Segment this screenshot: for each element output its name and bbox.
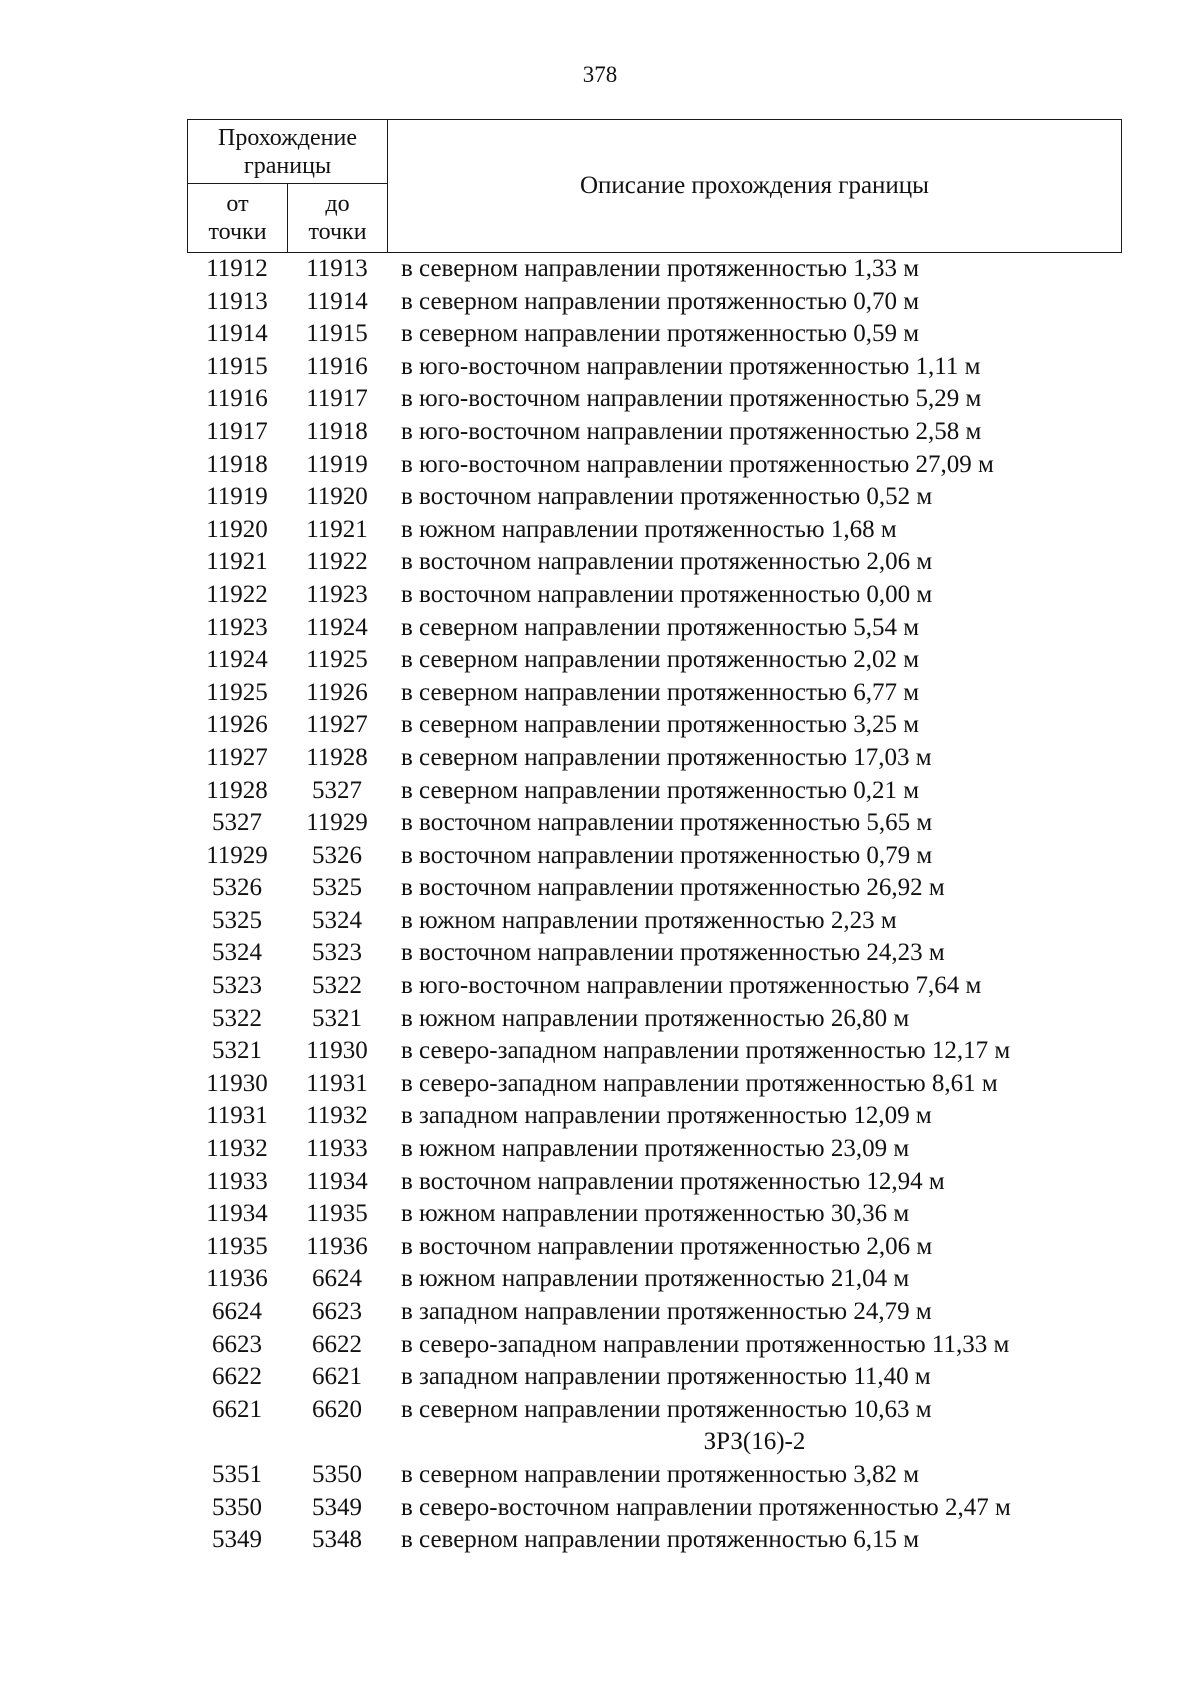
description-cell: в северном направлении протяженностью 0,59 м xyxy=(401,320,920,348)
table-row xyxy=(187,1394,1122,1427)
to-point-cell: 6620 xyxy=(312,1395,362,1423)
to-point-cell: 5327 xyxy=(312,776,362,804)
from-point-cell: 11928 xyxy=(206,776,268,804)
from-point-cell: 11931 xyxy=(206,1102,268,1130)
description-cell: в юго-восточном направлении протяженностью 1,11 м xyxy=(401,352,981,380)
to-point-cell: 5323 xyxy=(312,939,362,967)
from-point-cell: 5327 xyxy=(212,809,262,837)
description-cell: в северном направлении протяженностью 5,54 м xyxy=(401,613,920,641)
table-row xyxy=(187,840,1122,873)
table-row xyxy=(187,449,1122,482)
description-cell: в восточном направлении протяженностью 0,00 м xyxy=(401,580,933,608)
to-point-cell: 11923 xyxy=(306,580,368,608)
from-point-cell: 11919 xyxy=(206,483,268,511)
to-point-cell: 6621 xyxy=(312,1363,362,1391)
header-group-label xyxy=(188,120,388,184)
from-point-cell: 11915 xyxy=(206,352,268,380)
table-row xyxy=(187,546,1122,579)
from-point-cell: 6624 xyxy=(212,1298,262,1325)
to-point-cell: 11927 xyxy=(306,711,368,739)
to-point-cell: 11930 xyxy=(306,1037,368,1065)
description-cell: в восточном направлении протяженностью 26,92 м xyxy=(401,874,945,902)
from-point-cell: 5323 xyxy=(212,972,262,1000)
table-row xyxy=(187,1329,1122,1362)
from-point-cell: 11934 xyxy=(206,1200,268,1228)
description-cell: в юго-восточном направлении протяженностью 5,29 м xyxy=(401,385,982,413)
table-row xyxy=(187,514,1122,547)
description-cell: в восточном направлении протяженностью 12,94 м xyxy=(401,1167,945,1195)
description-cell: в северном направлении протяженностью 6,15 м xyxy=(401,1526,920,1554)
table-row xyxy=(187,1492,1122,1525)
table-row xyxy=(187,1100,1122,1133)
from-point-cell: 11929 xyxy=(206,841,268,869)
from-point-cell: 11925 xyxy=(206,678,268,706)
from-point-cell: 5351 xyxy=(212,1460,262,1488)
to-point-cell: 5348 xyxy=(312,1526,362,1554)
to-point-cell: 11926 xyxy=(306,678,368,706)
table-body-b xyxy=(187,1459,1122,1557)
table-row xyxy=(187,775,1122,808)
from-point-cell: 5321 xyxy=(212,1037,262,1065)
table-row xyxy=(187,1198,1122,1231)
from-point-cell: 5349 xyxy=(212,1526,262,1554)
description-cell: в северном направлении протяженностью 17,03 м xyxy=(401,743,932,771)
from-point-cell: 5324 xyxy=(212,939,262,967)
from-point-cell: 5326 xyxy=(212,874,262,902)
header-from-line1: от xyxy=(226,191,249,217)
table-row xyxy=(187,937,1122,970)
header-group-label-line1: Прохождение xyxy=(217,125,357,151)
table-row xyxy=(187,1133,1122,1166)
table-row xyxy=(187,1459,1122,1492)
to-point-cell: 6624 xyxy=(312,1265,362,1293)
description-cell: в западном направлении протяженностью 12,09 м xyxy=(401,1102,932,1130)
from-point-cell: 11936 xyxy=(206,1265,268,1293)
description-cell: в северо-западном направлении протяженностью 12,17 м xyxy=(401,1037,1011,1065)
table-row xyxy=(187,905,1122,938)
description-cell: в юго-восточном направлении протяженностью 7,64 м xyxy=(401,972,982,1000)
table-row xyxy=(187,351,1122,384)
to-point-cell: 11918 xyxy=(306,417,368,445)
table-row xyxy=(187,318,1122,351)
description-cell: в северном направлении протяженностью 0,21 м xyxy=(401,776,920,804)
table-row xyxy=(187,1263,1122,1296)
to-point-cell: 11924 xyxy=(306,613,368,641)
to-point-cell: 11919 xyxy=(306,450,368,478)
description-cell: в северо-восточном направлении протяженностью 2,47 м xyxy=(401,1493,1011,1521)
to-point-cell: 11914 xyxy=(306,287,368,315)
description-cell: в восточном направлении протяженностью 24,23 м xyxy=(401,939,945,967)
from-point-cell: 6623 xyxy=(212,1330,262,1358)
description-cell: в южном направлении протяженностью 2,23 м xyxy=(401,906,897,934)
description-cell: в северном направлении протяженностью 10,63 м xyxy=(401,1395,932,1423)
description-cell: в южном направлении протяженностью 30,36 м xyxy=(401,1200,910,1228)
header-from-point xyxy=(188,184,288,252)
description-cell: в юго-восточном направлении протяженностью 27,09 м xyxy=(401,450,994,478)
table-row xyxy=(187,416,1122,449)
table-row xyxy=(187,742,1122,775)
from-point-cell: 5350 xyxy=(212,1493,262,1521)
from-point-cell: 11924 xyxy=(206,646,268,674)
description-cell: в северо-западном направлении протяженностью 11,33 м xyxy=(401,1330,1010,1358)
to-point-cell: 11932 xyxy=(306,1102,368,1130)
to-point-cell: 11935 xyxy=(306,1200,368,1228)
table-row xyxy=(187,481,1122,514)
to-point-cell: 5349 xyxy=(312,1493,362,1521)
table-row xyxy=(187,286,1122,319)
table-row xyxy=(187,677,1122,710)
from-point-cell: 11913 xyxy=(206,287,268,315)
from-point-cell: 11923 xyxy=(206,613,268,641)
description-cell: в южном направлении протяженностью 21,04 м xyxy=(401,1265,910,1293)
from-point-cell: 11917 xyxy=(206,417,268,445)
from-point-cell: 11914 xyxy=(206,320,268,348)
from-point-cell: 11916 xyxy=(206,385,268,413)
description-cell: в южном направлении протяженностью 26,80 м xyxy=(401,1004,910,1032)
description-cell: в южном направлении протяженностью 1,68 м xyxy=(401,515,897,543)
to-point-cell: 11922 xyxy=(306,548,368,576)
table-row xyxy=(187,709,1122,742)
from-point-cell: 11935 xyxy=(206,1232,268,1260)
to-point-cell: 11934 xyxy=(306,1167,368,1195)
to-point-cell: 11915 xyxy=(306,320,368,348)
description-cell: в северном направлении протяженностью 3,25 м xyxy=(401,711,920,739)
to-point-cell: 5325 xyxy=(312,874,362,902)
from-point-cell: 11922 xyxy=(206,580,268,608)
table-body-a xyxy=(187,253,1122,1426)
description-cell: в северо-западном направлении протяженностью 8,61 м xyxy=(401,1069,998,1097)
table-row xyxy=(187,644,1122,677)
table-row xyxy=(187,612,1122,645)
from-point-cell: 11926 xyxy=(206,711,268,739)
description-cell: в восточном направлении протяженностью 2,06 м xyxy=(401,548,933,576)
description-cell: в северном направлении протяженностью 3,82 м xyxy=(401,1460,920,1488)
to-point-cell: 11916 xyxy=(306,352,368,380)
description-cell: в западном направлении протяженностью 24,79 м xyxy=(401,1298,932,1325)
to-point-cell: 6622 xyxy=(312,1330,362,1358)
page-number: 378 xyxy=(582,62,618,87)
table-row xyxy=(187,807,1122,840)
description-cell: в восточном направлении протяженностью 0,79 м xyxy=(401,841,933,869)
table-row xyxy=(187,383,1122,416)
description-cell: в западном направлении протяженностью 11,40 м xyxy=(401,1363,931,1391)
table-row xyxy=(187,253,1122,286)
header-from-line2: точки xyxy=(208,219,267,245)
description-cell: в северном направлении протяженностью 1,33 м xyxy=(401,255,920,282)
to-point-cell: 5350 xyxy=(312,1460,362,1488)
header-to-point xyxy=(288,184,388,252)
to-point-cell: 11917 xyxy=(306,385,368,413)
from-point-cell: 11918 xyxy=(206,450,268,478)
table-row xyxy=(187,1035,1122,1068)
header-to-line2: точки xyxy=(308,219,367,245)
to-point-cell: 5324 xyxy=(312,906,362,934)
from-point-cell: 11920 xyxy=(206,515,268,543)
table-row xyxy=(187,1166,1122,1199)
from-point-cell: 6622 xyxy=(212,1363,262,1391)
to-point-cell: 6623 xyxy=(312,1298,362,1325)
to-point-cell: 11929 xyxy=(306,809,368,837)
from-point-cell: 11912 xyxy=(206,255,268,282)
to-point-cell: 11936 xyxy=(306,1232,368,1260)
section-title: ЗРЗ(16)-2 xyxy=(703,1428,806,1456)
table-row xyxy=(187,1361,1122,1394)
table-row xyxy=(187,1068,1122,1101)
from-point-cell: 11933 xyxy=(206,1167,268,1195)
table-header xyxy=(187,119,1122,253)
description-cell: в восточном направлении протяженностью 0,52 м xyxy=(401,483,933,511)
to-point-cell: 5322 xyxy=(312,972,362,1000)
to-point-cell: 11913 xyxy=(306,255,368,282)
to-point-cell: 11933 xyxy=(306,1135,368,1163)
description-cell: в северном направлении протяженностью 0,70 м xyxy=(401,287,920,315)
description-cell: в юго-восточном направлении протяженностью 2,58 м xyxy=(401,417,982,445)
from-point-cell: 11930 xyxy=(206,1069,268,1097)
table-row xyxy=(187,1003,1122,1036)
description-cell: в северном направлении протяженностью 6,77 м xyxy=(401,678,920,706)
table-row xyxy=(187,1296,1122,1329)
from-point-cell: 11927 xyxy=(206,743,268,771)
from-point-cell: 5322 xyxy=(212,1004,262,1032)
to-point-cell: 11921 xyxy=(306,515,368,543)
header-description: Описание прохождения границы xyxy=(580,172,929,199)
from-point-cell: 5325 xyxy=(212,906,262,934)
to-point-cell: 11925 xyxy=(306,646,368,674)
to-point-cell: 11920 xyxy=(306,483,368,511)
header-group-label-line2: границы xyxy=(243,153,332,179)
to-point-cell: 11928 xyxy=(306,743,368,771)
description-cell: в северном направлении протяженностью 2,02 м xyxy=(401,646,920,674)
table-row xyxy=(187,1231,1122,1264)
description-cell: в южном направлении протяженностью 23,09 м xyxy=(401,1135,910,1163)
from-point-cell: 11932 xyxy=(206,1135,268,1163)
table-row xyxy=(187,872,1122,905)
description-cell: в восточном направлении протяженностью 5,65 м xyxy=(401,809,933,837)
table-row xyxy=(187,579,1122,612)
description-cell: в восточном направлении протяженностью 2,06 м xyxy=(401,1232,933,1260)
to-point-cell: 5321 xyxy=(312,1004,362,1032)
table-row xyxy=(187,1524,1122,1557)
to-point-cell: 5326 xyxy=(312,841,362,869)
header-to-line1: до xyxy=(325,191,350,217)
boundary-table xyxy=(187,119,1122,1557)
table-row xyxy=(187,970,1122,1003)
from-point-cell: 6621 xyxy=(212,1395,262,1423)
to-point-cell: 11931 xyxy=(306,1069,368,1097)
from-point-cell: 11921 xyxy=(206,548,268,576)
